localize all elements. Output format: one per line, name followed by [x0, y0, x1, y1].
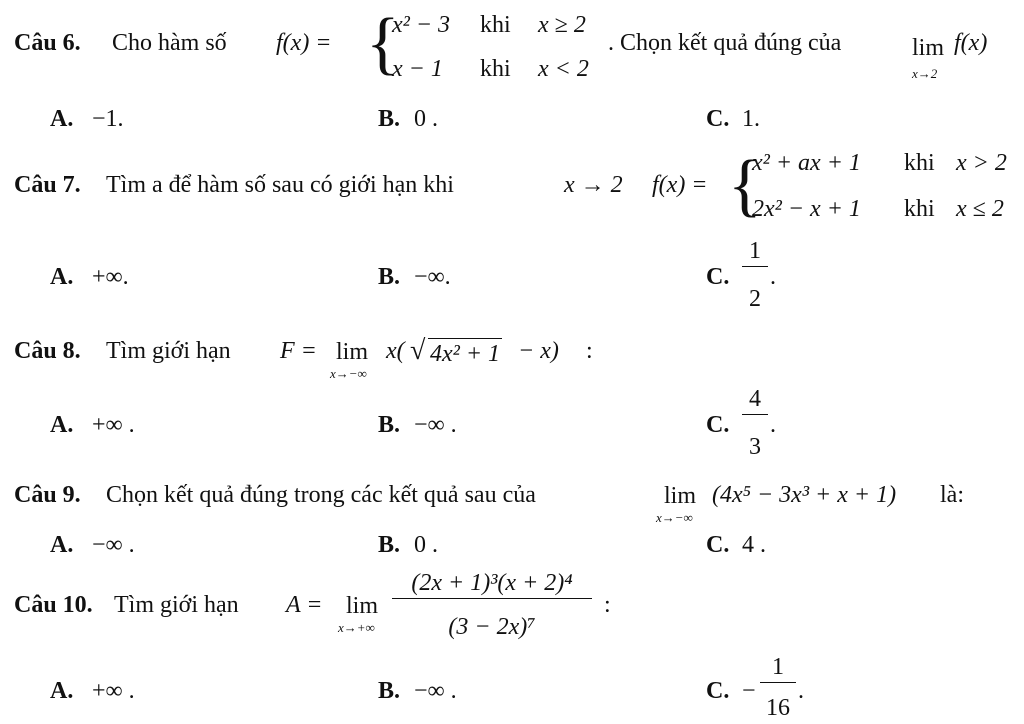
- q6-brace: {: [366, 5, 400, 82]
- q6-case1-rel: x ≥ 2: [538, 12, 586, 38]
- q7-option-c-key: C.: [706, 264, 730, 290]
- q8-lim: lim: [336, 339, 369, 365]
- q7-func: f(x) =: [652, 172, 708, 198]
- q10-text1: Tìm giới hạn: [114, 592, 239, 618]
- q9-option-b-value: 0 .: [414, 532, 438, 558]
- q6-option-b-key: B.: [378, 106, 401, 132]
- q10-option-b-key: B.: [378, 678, 401, 704]
- q10-numerator: (2x + 1)³(x + 2)⁴: [392, 568, 592, 599]
- q8-option-a-key: A.: [50, 412, 74, 438]
- q10-option-c-num: 1: [760, 652, 796, 683]
- q7-brace: {: [728, 147, 762, 224]
- q8-lhs: F =: [280, 338, 317, 364]
- q10-denominator: (3 − 2x)⁷: [448, 614, 536, 640]
- q9-option-c-key: C.: [706, 532, 730, 558]
- q6-option-c-value: 1.: [742, 106, 760, 132]
- q7-case1-cond: khi: [904, 150, 935, 176]
- q10-label: Câu 10.: [14, 592, 93, 618]
- q6-option-a-value: −1.: [92, 106, 124, 132]
- q9-option-b-key: B.: [378, 532, 401, 558]
- q9-option-a-value: −∞ .: [92, 532, 135, 558]
- q10-colon: :: [604, 592, 611, 618]
- q10-option-c-suffix: .: [798, 678, 804, 704]
- q8-option-c-num: 4: [742, 384, 768, 415]
- q6-label: Câu 6.: [14, 30, 81, 56]
- q8-radicand: 4x² + 1: [428, 338, 502, 369]
- q9-lim: lim: [664, 483, 697, 509]
- q9-option-c-value: 4 .: [742, 532, 766, 558]
- q8-sqrt-sign: √: [410, 335, 426, 366]
- q10-lhs: A =: [286, 592, 323, 618]
- q8-option-c-suffix: .: [770, 412, 776, 438]
- q10-lim: lim: [346, 593, 379, 619]
- q6-case1-cond: khi: [480, 12, 511, 38]
- q8-option-c-key: C.: [706, 412, 730, 438]
- q9-label: Câu 9.: [14, 482, 81, 508]
- q7-option-c-num: 1: [742, 236, 768, 267]
- q9-lim-sub: x→−∞: [656, 510, 693, 525]
- q9-text1: Chọn kết quả đúng trong các kết quả sau của: [106, 482, 536, 508]
- q8-option-b-key: B.: [378, 412, 401, 438]
- q7-option-a-value: +∞.: [92, 264, 129, 290]
- q7-case2-cond: khi: [904, 196, 935, 222]
- q6-case2-expr: x − 1: [392, 56, 443, 82]
- q7-option-c-suffix: .: [770, 264, 776, 290]
- q6-option-a-key: A.: [50, 106, 74, 132]
- q10-option-c-prefix: −: [742, 678, 756, 704]
- q6-option-b-value: 0 .: [414, 106, 438, 132]
- q6-lim: lim: [912, 35, 945, 61]
- q7-text1: Tìm a để hàm số sau có giới hạn khi: [106, 172, 454, 198]
- q6-case1-expr: x² − 3: [392, 12, 451, 38]
- q7-option-b-value: −∞.: [414, 264, 451, 290]
- q6-case2-rel: x < 2: [538, 56, 589, 82]
- q10-option-a-value: +∞ .: [92, 678, 135, 704]
- q7-option-a-key: A.: [50, 264, 74, 290]
- q6-tail: f(x): [954, 30, 988, 56]
- q7-case2-rel: x ≤ 2: [956, 196, 1004, 222]
- q7-case1-rel: x > 2: [956, 150, 1007, 176]
- q10-option-c-den: 16: [766, 695, 790, 721]
- q8-text1: Tìm giới hạn: [106, 338, 231, 364]
- q8-option-c-den: 3: [749, 434, 761, 460]
- q8-expr-pre: x(: [386, 338, 405, 364]
- q10-option-c-key: C.: [706, 678, 730, 704]
- q7-option-b-key: B.: [378, 264, 401, 290]
- q8-colon: :: [586, 338, 593, 364]
- q7-case2-expr: 2x² − x + 1: [752, 196, 861, 222]
- q10-option-b-value: −∞ .: [414, 678, 457, 704]
- q10-option-a-key: A.: [50, 678, 74, 704]
- q8-expr-post: − x): [518, 338, 559, 364]
- q8-label: Câu 8.: [14, 338, 81, 364]
- q6-text2: . Chọn kết quả đúng của: [608, 30, 842, 56]
- q7-label: Câu 7.: [14, 172, 81, 198]
- q8-lim-sub: x→−∞: [330, 366, 367, 381]
- q9-tail: là:: [940, 482, 964, 508]
- q7-arrow: x → 2: [564, 172, 623, 198]
- q6-lim-sub: x→2: [912, 66, 938, 81]
- q6-case2-cond: khi: [480, 56, 511, 82]
- q8-option-b-value: −∞ .: [414, 412, 457, 438]
- q9-expr: (4x⁵ − 3x³ + x + 1): [712, 482, 897, 508]
- q9-option-a-key: A.: [50, 532, 74, 558]
- q6-func: f(x) =: [276, 30, 332, 56]
- q6-option-c-key: C.: [706, 106, 730, 132]
- q10-lim-sub: x→+∞: [338, 620, 375, 635]
- q8-option-a-value: +∞ .: [92, 412, 135, 438]
- q7-option-c-den: 2: [749, 286, 761, 312]
- q6-text1: Cho hàm số: [112, 30, 227, 56]
- q7-case1-expr: x² + ax + 1: [752, 150, 861, 176]
